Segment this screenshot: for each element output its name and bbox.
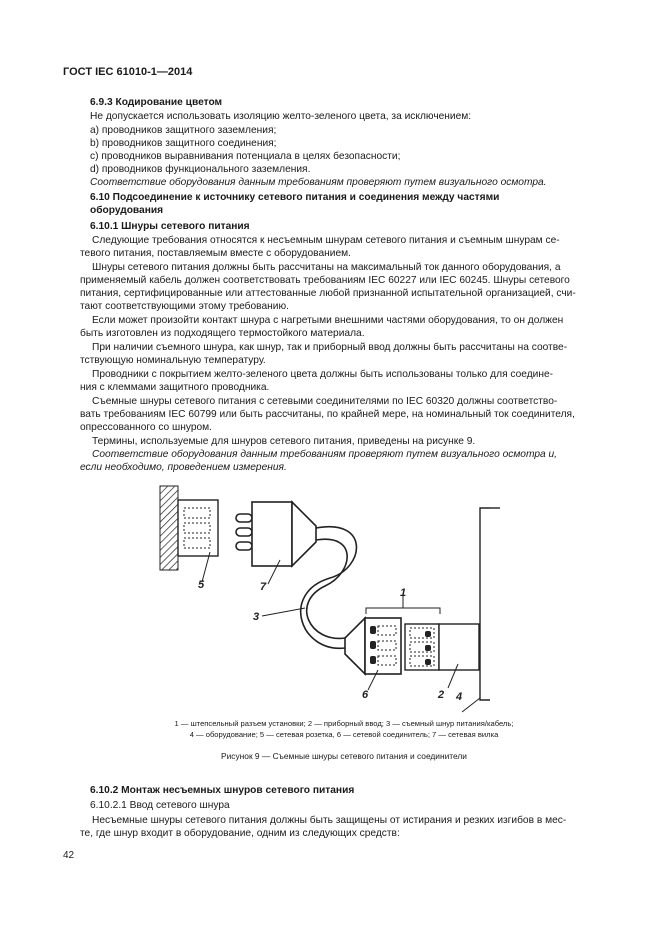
paragraph-line: быть изготовлен из подходящего термостойкого материала. bbox=[80, 328, 365, 339]
paragraph-line: те, где шнур входит в оборудование, одним из следующих средств: bbox=[80, 828, 400, 839]
list-item: d) проводников функционального заземления. bbox=[90, 164, 311, 175]
paragraph-line: Следующие требования относятся к несъемным шнурам сетевого питания и съемным шнурам се- bbox=[92, 235, 560, 246]
paragraph-line: Несъемные шнуры сетевого питания должны быть защищены от истирания и резких изгибов в мес- bbox=[92, 815, 567, 826]
wall-outlet bbox=[160, 486, 218, 582]
equipment bbox=[462, 508, 500, 712]
section-title-610: 6.10 Подсоединение к источнику сетевого питания и соединения между частями bbox=[90, 192, 500, 203]
power-cord-figure bbox=[140, 478, 520, 713]
paragraph-line: При наличии съемного шнура, как шнур, так и приборный ввод должны быть рассчитаны на соотве- bbox=[92, 342, 568, 353]
paragraph-line: применяемый кабель должен соответствовать требованиям IEC 60227 или IEC 60245. Шнуры сетевого bbox=[80, 275, 570, 286]
section-title-610-cont: оборудования bbox=[90, 205, 164, 216]
label-7: 7 bbox=[260, 581, 267, 593]
paragraph-line: опрессованного со шнуром. bbox=[80, 422, 212, 433]
paragraph-line: Съемные шнуры сетевого питания с сетевыми соединителями по IEC 60320 должны соответство- bbox=[92, 396, 558, 407]
label-2: 2 bbox=[438, 689, 445, 701]
compliance-check: Соответствие оборудования данным требованиям проверяют путем визуального осмотра. bbox=[90, 177, 547, 188]
document-header: ГОСТ IEC 61010-1—2014 bbox=[63, 66, 193, 78]
paragraph-line: Шнуры сетевого питания должны быть рассчитаны на максимальный ток данного оборудования, а bbox=[92, 262, 561, 273]
paragraph: Не допускается использовать изоляцию желто-зеленого цвета, за исключением: bbox=[90, 111, 472, 122]
section-title-693: 6.9.3 Кодирование цветом bbox=[90, 97, 223, 108]
paragraph-line: тствующую номинальную температуру. bbox=[80, 355, 266, 366]
appliance-inlet bbox=[405, 624, 479, 688]
paragraph-line: Проводники с покрытием желто-зеленого цвета должны быть использованы только для соедине- bbox=[92, 369, 554, 380]
paragraph-line: вать требованиям IEC 60799 или быть рассчитаны, по крайней мере, на номинальный ток соединителя, bbox=[80, 409, 575, 420]
list-item: c) проводников выравнивания потенциала в целях безопасности; bbox=[90, 151, 401, 162]
figure-legend: 1 — штепсельный разъем установки; 2 — приборный ввод; 3 — съемный шнур питания/кабель; bbox=[174, 719, 514, 728]
section-title-6101: 6.10.1 Шнуры сетевого питания bbox=[90, 221, 250, 232]
paragraph-line: ния с клеммами защитного проводника. bbox=[80, 382, 270, 393]
mains-plug bbox=[236, 502, 316, 584]
figure-legend-cont: 4 — оборудование; 5 — сетевая розетка, 6 — сетевой соединитель; 7 — сетевая вилка bbox=[189, 730, 499, 739]
label-5: 5 bbox=[198, 579, 205, 591]
figure-caption: Рисунок 9 — Съемные шнуры сетевого питания и соединители bbox=[221, 751, 467, 761]
paragraph-line: Если может произойти контакт шнура с нагретыми внешними частями оборудования, то он должен bbox=[92, 315, 564, 326]
page-number: 42 bbox=[63, 850, 75, 861]
compliance-check-cont: если необходимо, проведением измерения. bbox=[80, 462, 287, 473]
paragraph-line: питания, сертифицированные или аттестованные любой признанной испытательной организацией, счи- bbox=[80, 288, 576, 299]
paragraph-line: тевого питания, поставляемым вместе с оборудованием. bbox=[80, 248, 351, 259]
label-3: 3 bbox=[253, 611, 260, 623]
mains-connector bbox=[345, 618, 401, 690]
section-title-6102: 6.10.2 Монтаж несъемных шнуров сетевого питания bbox=[90, 785, 355, 796]
label-4: 4 bbox=[456, 691, 463, 703]
list-item: a) проводников защитного заземления; bbox=[90, 125, 277, 136]
paragraph-line: тают соответствующими этому требованию. bbox=[80, 301, 289, 312]
paragraph-line: Термины, используемые для шнуров сетевого питания, приведены на рисунке 9. bbox=[92, 436, 476, 447]
subsection-title-61021: 6.10.2.1 Ввод сетевого шнура bbox=[90, 800, 230, 811]
compliance-check: Соответствие оборудования данным требованиям проверяют путем визуального осмотра и, bbox=[92, 449, 558, 460]
list-item: b) проводников защитного соединения; bbox=[90, 138, 277, 149]
label-6: 6 bbox=[362, 689, 369, 701]
label-1: 1 bbox=[400, 587, 407, 599]
